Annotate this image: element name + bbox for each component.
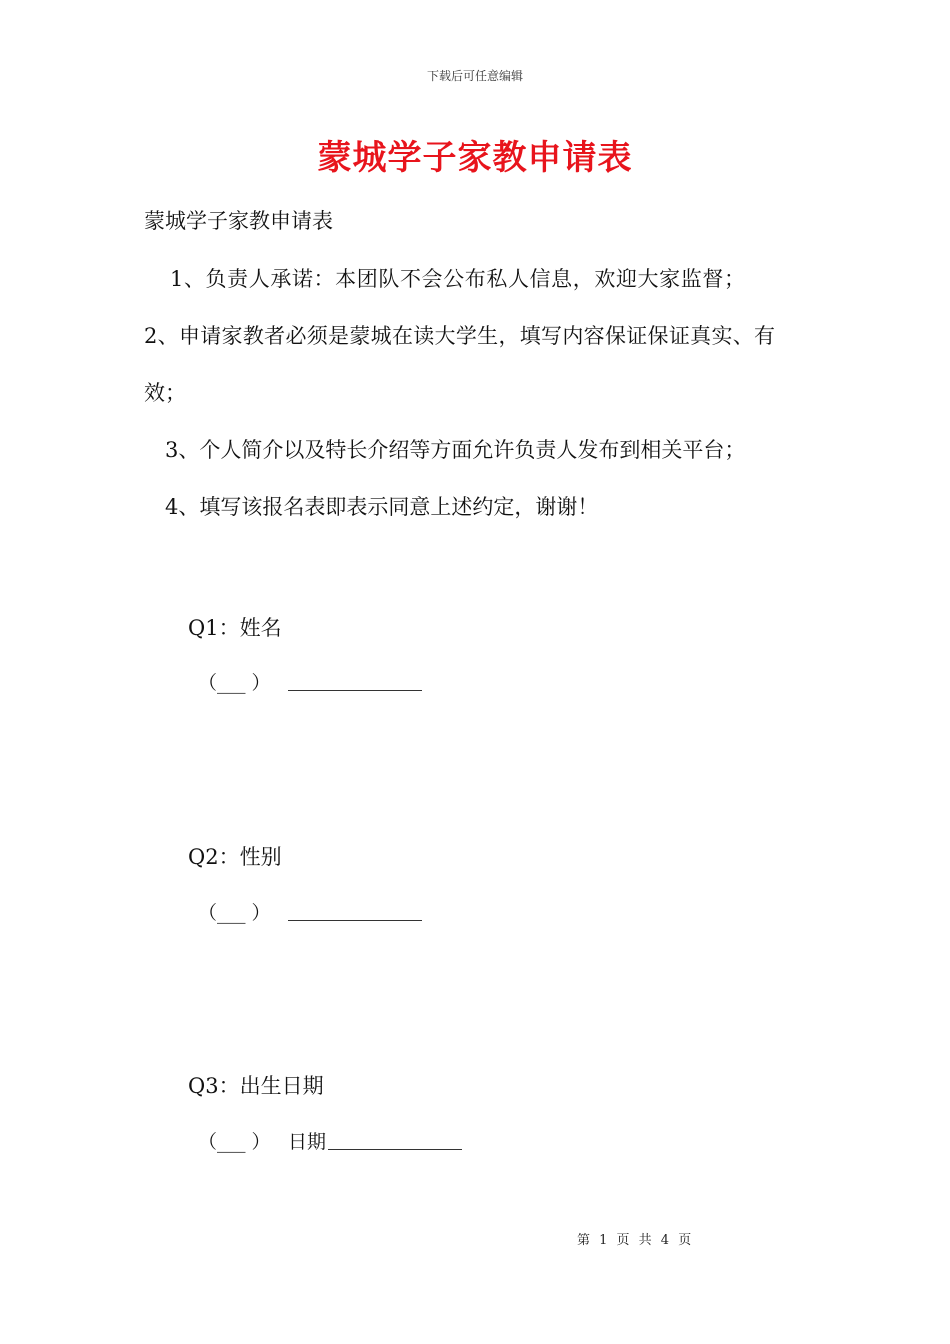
rule-3: 3、个人简介以及特长介绍等方面允许负责人发布到相关平台； [165,438,746,462]
question-3-answer-line[interactable] [328,1129,462,1150]
page-footer: 第 1 页 共 4 页 [577,1233,693,1248]
rule-1: 1、负责人承诺：本团队不会公布私人信息，欢迎大家监督； [170,267,746,291]
question-1-answer[interactable] [198,668,422,695]
document-subtitle: 蒙城学子家教申请表 [144,209,333,233]
document-title: 蒙城学子家教申请表 [317,138,633,178]
rule-4: 4、填写该报名表即表示同意上述约定，谢谢！ [165,495,599,519]
question-1-answer-line[interactable] [288,670,422,691]
question-3-answer[interactable] [198,1127,462,1154]
question-3-label: Q3：出生日期 [188,1074,324,1098]
question-3-choice-blank[interactable]: （___ ） [198,1131,271,1153]
rule-2-line-1: 2、申请家教者必须是蒙城在读大学生，填写内容保证保证真实、有 [144,324,776,348]
question-2-label: Q2：性别 [188,845,282,869]
question-1-label: Q1：姓名 [188,616,282,640]
header-note: 下载后可任意编辑 [426,69,523,83]
question-1-choice-blank[interactable]: （___ ） [198,672,271,694]
question-3-date-prefix: 日期 [288,1131,327,1153]
question-2-answer[interactable] [198,898,422,925]
question-2-choice-blank[interactable]: （___ ） [198,902,271,924]
rule-2-line-2: 效； [144,381,186,405]
question-2-answer-line[interactable] [288,900,422,921]
